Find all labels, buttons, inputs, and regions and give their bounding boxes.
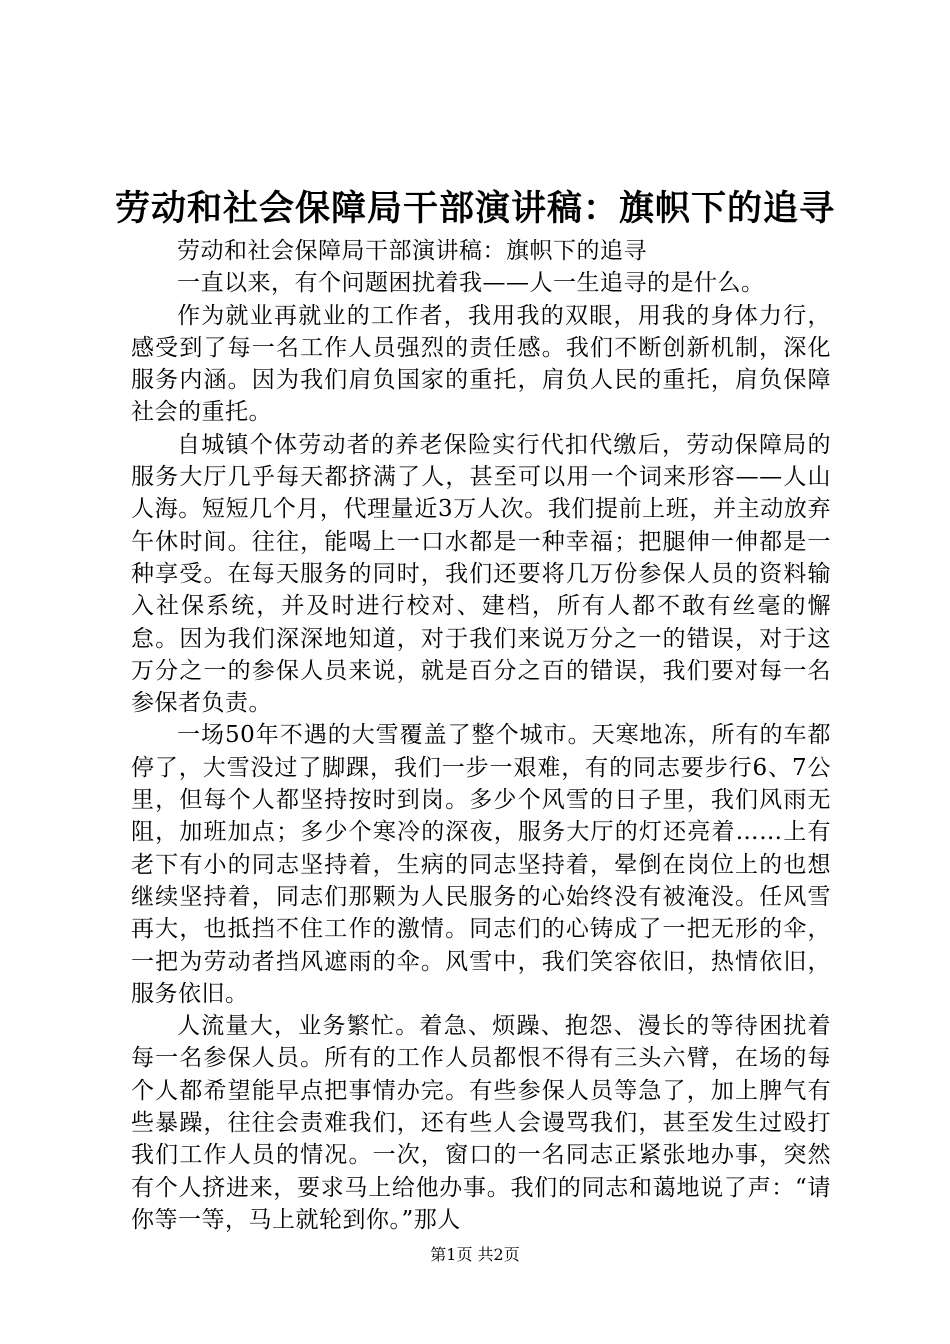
page-footer: 第1页 共2页 (430, 1245, 520, 1264)
paragraph: 一直以来，有个问题困扰着我——人一生追寻的是什么。 (177, 270, 765, 297)
paragraph: 一场50年不遇的大雪覆盖了整个城市。天寒地冻，所有的车都停了，大雪没过了脚踝，我们一步一艰难，有的同志要步行6、7公里，但每个人都坚持按时到岗。多少个风雪的日子里，我们风雨无阻，加班加点；多少个寒冷的深夜，服务大厅的灯还亮着……上有老下有小的同志坚持着，生病的同志坚持着，晕倒在岗位上的也想继续坚持着，同志们那颗为人民服务的心始终没有被淹没。任风雪再大，也抵挡不住工作的激情。同志们的心铸成了一把无形的伞，一把为劳动者挡风遮雨的伞。风雪中，我们笑容依旧，热情依旧，服务依旧。 (131, 722, 831, 1007)
paragraph: 作为就业再就业的工作者，我用我的双眼，用我的身体力行，感受到了每一名工作人员强烈的责任感。我们不断创新机制，深化服务内涵。因为我们肩负国家的重托，肩负人民的重托，肩负保障社会的重托。 (131, 302, 831, 426)
paragraph: 自城镇个体劳动者的养老保险实行代扣代缴后，劳动保障局的服务大厅几乎每天都挤满了人，甚至可以用一个词来形容——人山人海。短短几个月，代理量近3万人次。我们提前上班，并主动放弃午休时间。往往，能喝上一口水都是一种幸福；把腿伸一伸都是一种享受。在每天服务的同时，我们还要将几万份参保人员的资料输入社保系统，并及时进行校对、建档，所有人都不敢有丝毫的懈怠。因为我们深深地知道，对于我们来说万分之一的错误，对于这万分之一的参保人员来说，就是百分之百的错误，我们要对每一名参保者负责。 (131, 431, 831, 717)
document-body (131, 235, 831, 1236)
document-title: 劳动和社会保障局干部演讲稿：旗帜下的追寻 (114, 188, 835, 229)
paragraph: 人流量大，业务繁忙。着急、烦躁、抱怨、漫长的等待困扰着每一名参保人员。所有的工作人员都恨不得有三头六臂，在场的每个人都希望能早点把事情办完。有些参保人员等急了，加上脾气有些暴躁，往往会责难我们，还有些人会谩骂我们，甚至发生过殴打我们工作人员的情况。一次，窗口的一名同志正紧张地办事，突然有个人挤进来，要求马上给他办事。我们的同志和蔼地说了声：“请你等一等，马上就轮到你。”那人 (131, 1013, 831, 1233)
paragraph-subtitle: 劳动和社会保障局干部演讲稿：旗帜下的追寻 (177, 238, 647, 264)
